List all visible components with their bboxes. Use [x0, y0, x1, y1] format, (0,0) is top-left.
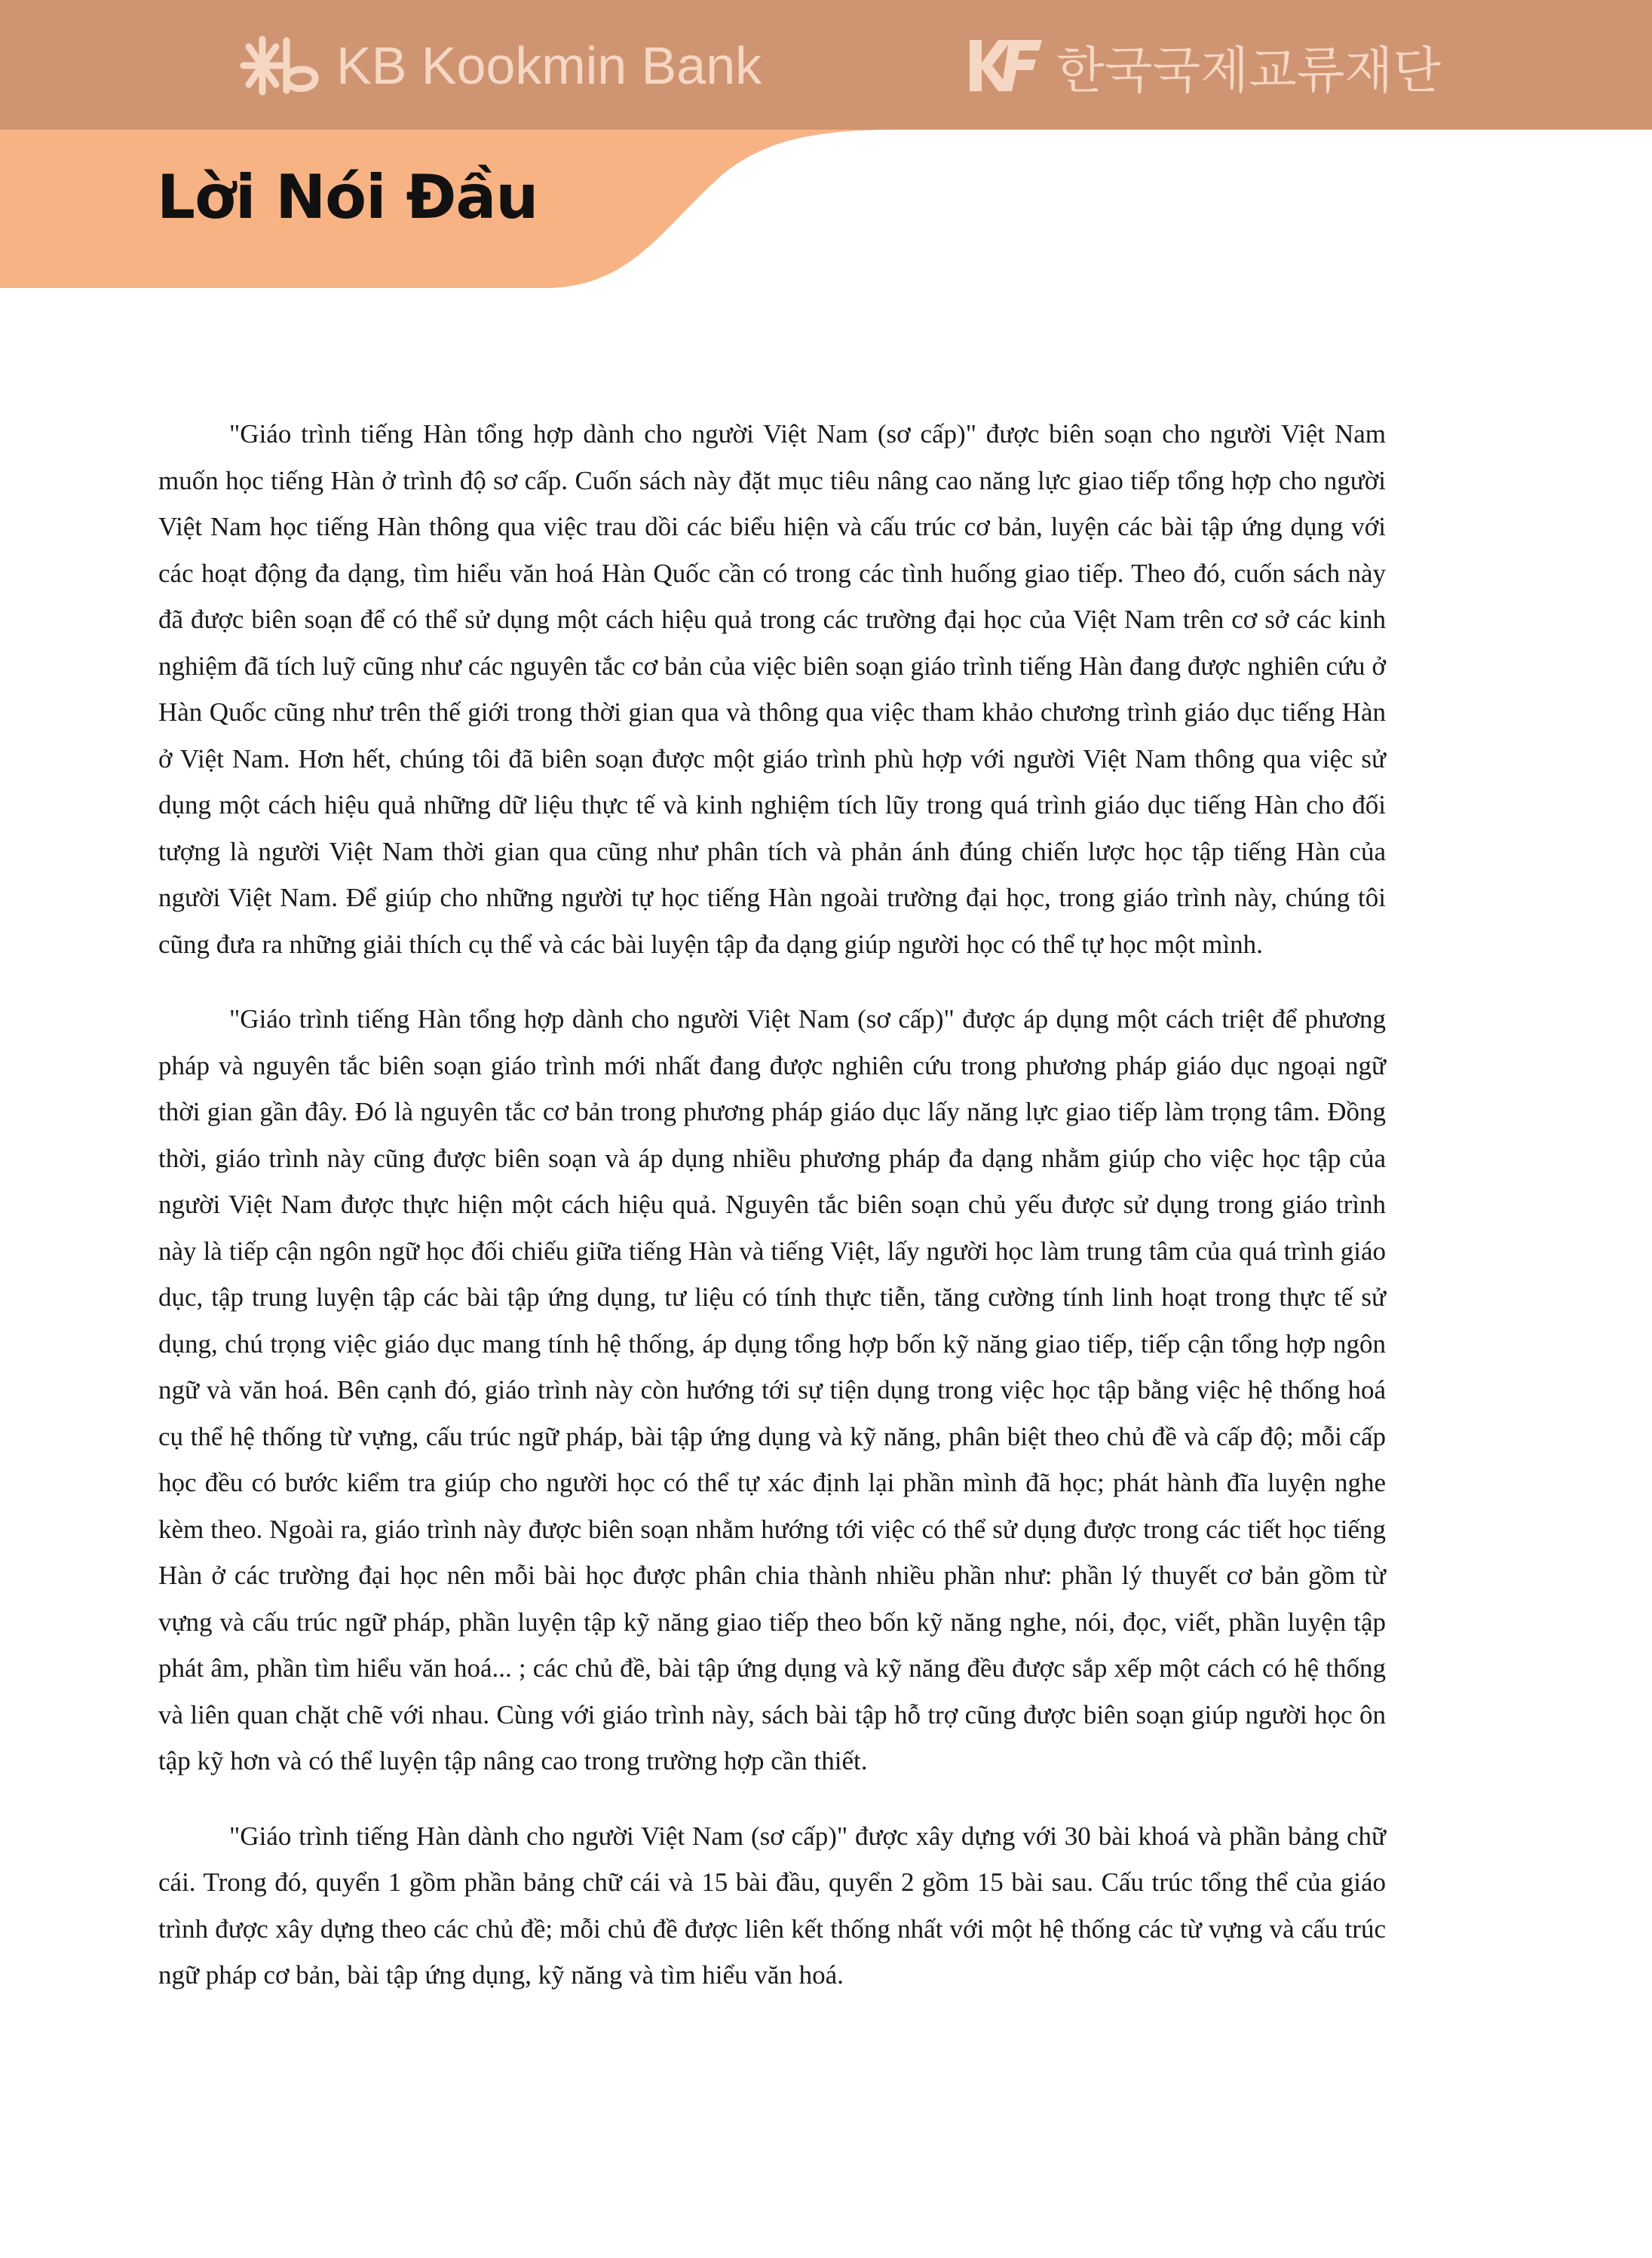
paragraph-2: "Giáo trình tiếng Hàn tổng hợp dành cho người Việt Nam (sơ cấp)" được áp dụng một cách triệt để phương pháp và nguyên tắc biên soạn giáo trình mới nhất đang được nghiên cứu trong phương pháp giáo dục ngoại ngữ thời gian gần đây. Đó là nguyên tắc cơ bản trong phương pháp giáo dục lấy năng lực giao tiếp làm trọng tâm. Đồng thời, giáo trình này cũng được biên soạn và áp dụng nhiều phương pháp đa dạng nhằm giúp cho việc học tập của người Việt Nam được thực hiện một cách hiệu quả. Nguyên tắc biên soạn chủ yếu được sử dụng trong giáo trình này là tiếp cận ngôn ngữ học đối chiếu giữa tiếng Hàn và tiếng Việt, lấy người học làm trung tâm của quá trình giáo dục, tập trung luyện tập các bài tập ứng dụng, tư liệu có tính thực tiễn, tăng cường tính linh hoạt trong thực tế sử dụng, chú trọng việc giáo dục mang tính hệ thống, áp dụng tổng hợp bốn kỹ năng giao tiếp, tiếp cận tổng hợp ngôn ngữ và văn hoá. Bên cạnh đó, giáo trình này còn hướng tới sự tiện dụng trong việc học tập bằng việc hệ thống hoá cụ thể hệ thống từ vựng, cấu trúc ngữ pháp, bài tập ứng dụng và kỹ năng, phân biệt theo chủ đề và cấp độ; mỗi cấp học đều có bước kiểm tra giúp cho người học có thể tự xác định lại phần mình đã học; phát hành đĩa luyện nghe kèm theo. Ngoài ra, giáo trình này được biên soạn nhằm hướng tới việc có thể sử dụng được trong các tiết học tiếng Hàn ở các trường đại học nên mỗi bài học được phân chia thành nhiều phần như: phần lý thuyết cơ bản gồm từ vựng và cấu trúc ngữ pháp, phần luyện tập kỹ năng giao tiếp theo bốn kỹ năng nghe, nói, đọc, viết, phần luyện tập phát âm, phần tìm hiểu văn hoá... ; các chủ đề, bài tập ứng dụng và kỹ năng đều được sắp xếp một cách có hệ thống và liên quan chặt chẽ với nhau. Cùng với giáo trình này, sách bài tập hỗ trợ cũng được biên soạn giúp người học ôn tập kỹ hơn và có thể luyện tập nâng cao trong trường hợp cần thiết.	[158, 1004, 1386, 1775]
paragraph-3: "Giáo trình tiếng Hàn dành cho người Việt Nam (sơ cấp)" được xây dựng với 30 bài khoá và phần bảng chữ cái. Trong đó, quyển 1 gồm phần bảng chữ cái và 15 bài đầu, quyển 2 gồm 15 bài sau. Cấu trúc tổng thể của giáo trình được xây dựng theo các chủ đề; mỗi chủ đề được liên kết thống nhất với một hệ thống các từ vựng và cấu trúc ngữ pháp cơ bản, bài tập ứng dụng, kỹ năng và tìm hiểu văn hoá.	[158, 1821, 1386, 1990]
body-text	[158, 411, 1386, 2027]
kb-kookmin-bank-text: KB Kookmin Bank	[336, 36, 762, 95]
page-title: Lời Nói Đầu	[157, 162, 538, 232]
korea-foundation-text: 한국국제교류재단	[1056, 41, 1442, 100]
kf-logo-icon	[965, 35, 1044, 96]
kb-star-icon	[240, 32, 323, 100]
paragraph-1: "Giáo trình tiếng Hàn tổng hợp dành cho người Việt Nam (sơ cấp)" được biên soạn cho người Việt Nam muốn học tiếng Hàn ở trình độ sơ cấp. Cuốn sách này đặt mục tiêu nâng cao năng lực giao tiếp tổng hợp cho người Việt Nam học tiếng Hàn thông qua việc trau dồi các biểu hiện và cấu trúc cơ bản, luyện các bài tập ứng dụng với các hoạt động đa dạng, tìm hiểu văn hoá Hàn Quốc cần có trong các tình huống giao tiếp. Theo đó, cuốn sách này đã được biên soạn để có thể sử dụng một cách hiệu quả trong các trường đại học của Việt Nam trên cơ sở các kinh nghiệm đã tích luỹ cũng như các nguyên tắc cơ bản của việc biên soạn giáo trình tiếng Hàn đang được nghiên cứu ở Hàn Quốc cũng như trên thế giới trong thời gian qua và thông qua việc tham khảo chương trình giáo dục tiếng Hàn ở Việt Nam. Hơn hết, chúng tôi đã biên soạn được một giáo trình phù hợp với người Việt Nam thông qua việc sử dụng một cách hiệu quả những dữ liệu thực tế và kinh nghiệm tích lũy trong quá trình giáo dục tiếng Hàn cho đối tượng là người Việt Nam thời gian qua cũng như phân tích và phản ánh đúng chiến lược học tập tiếng Hàn của người Việt Nam. Để giúp cho những người tự học tiếng Hàn ngoài trường đại học, trong giáo trình này, chúng tôi cũng đưa ra những giải thích cụ thể và các bài luyện tập đa dạng giúp người học có thể tự học một mình.	[158, 419, 1386, 959]
korea-foundation-logo	[965, 32, 1441, 100]
kb-kookmin-bank-logo	[240, 32, 762, 100]
